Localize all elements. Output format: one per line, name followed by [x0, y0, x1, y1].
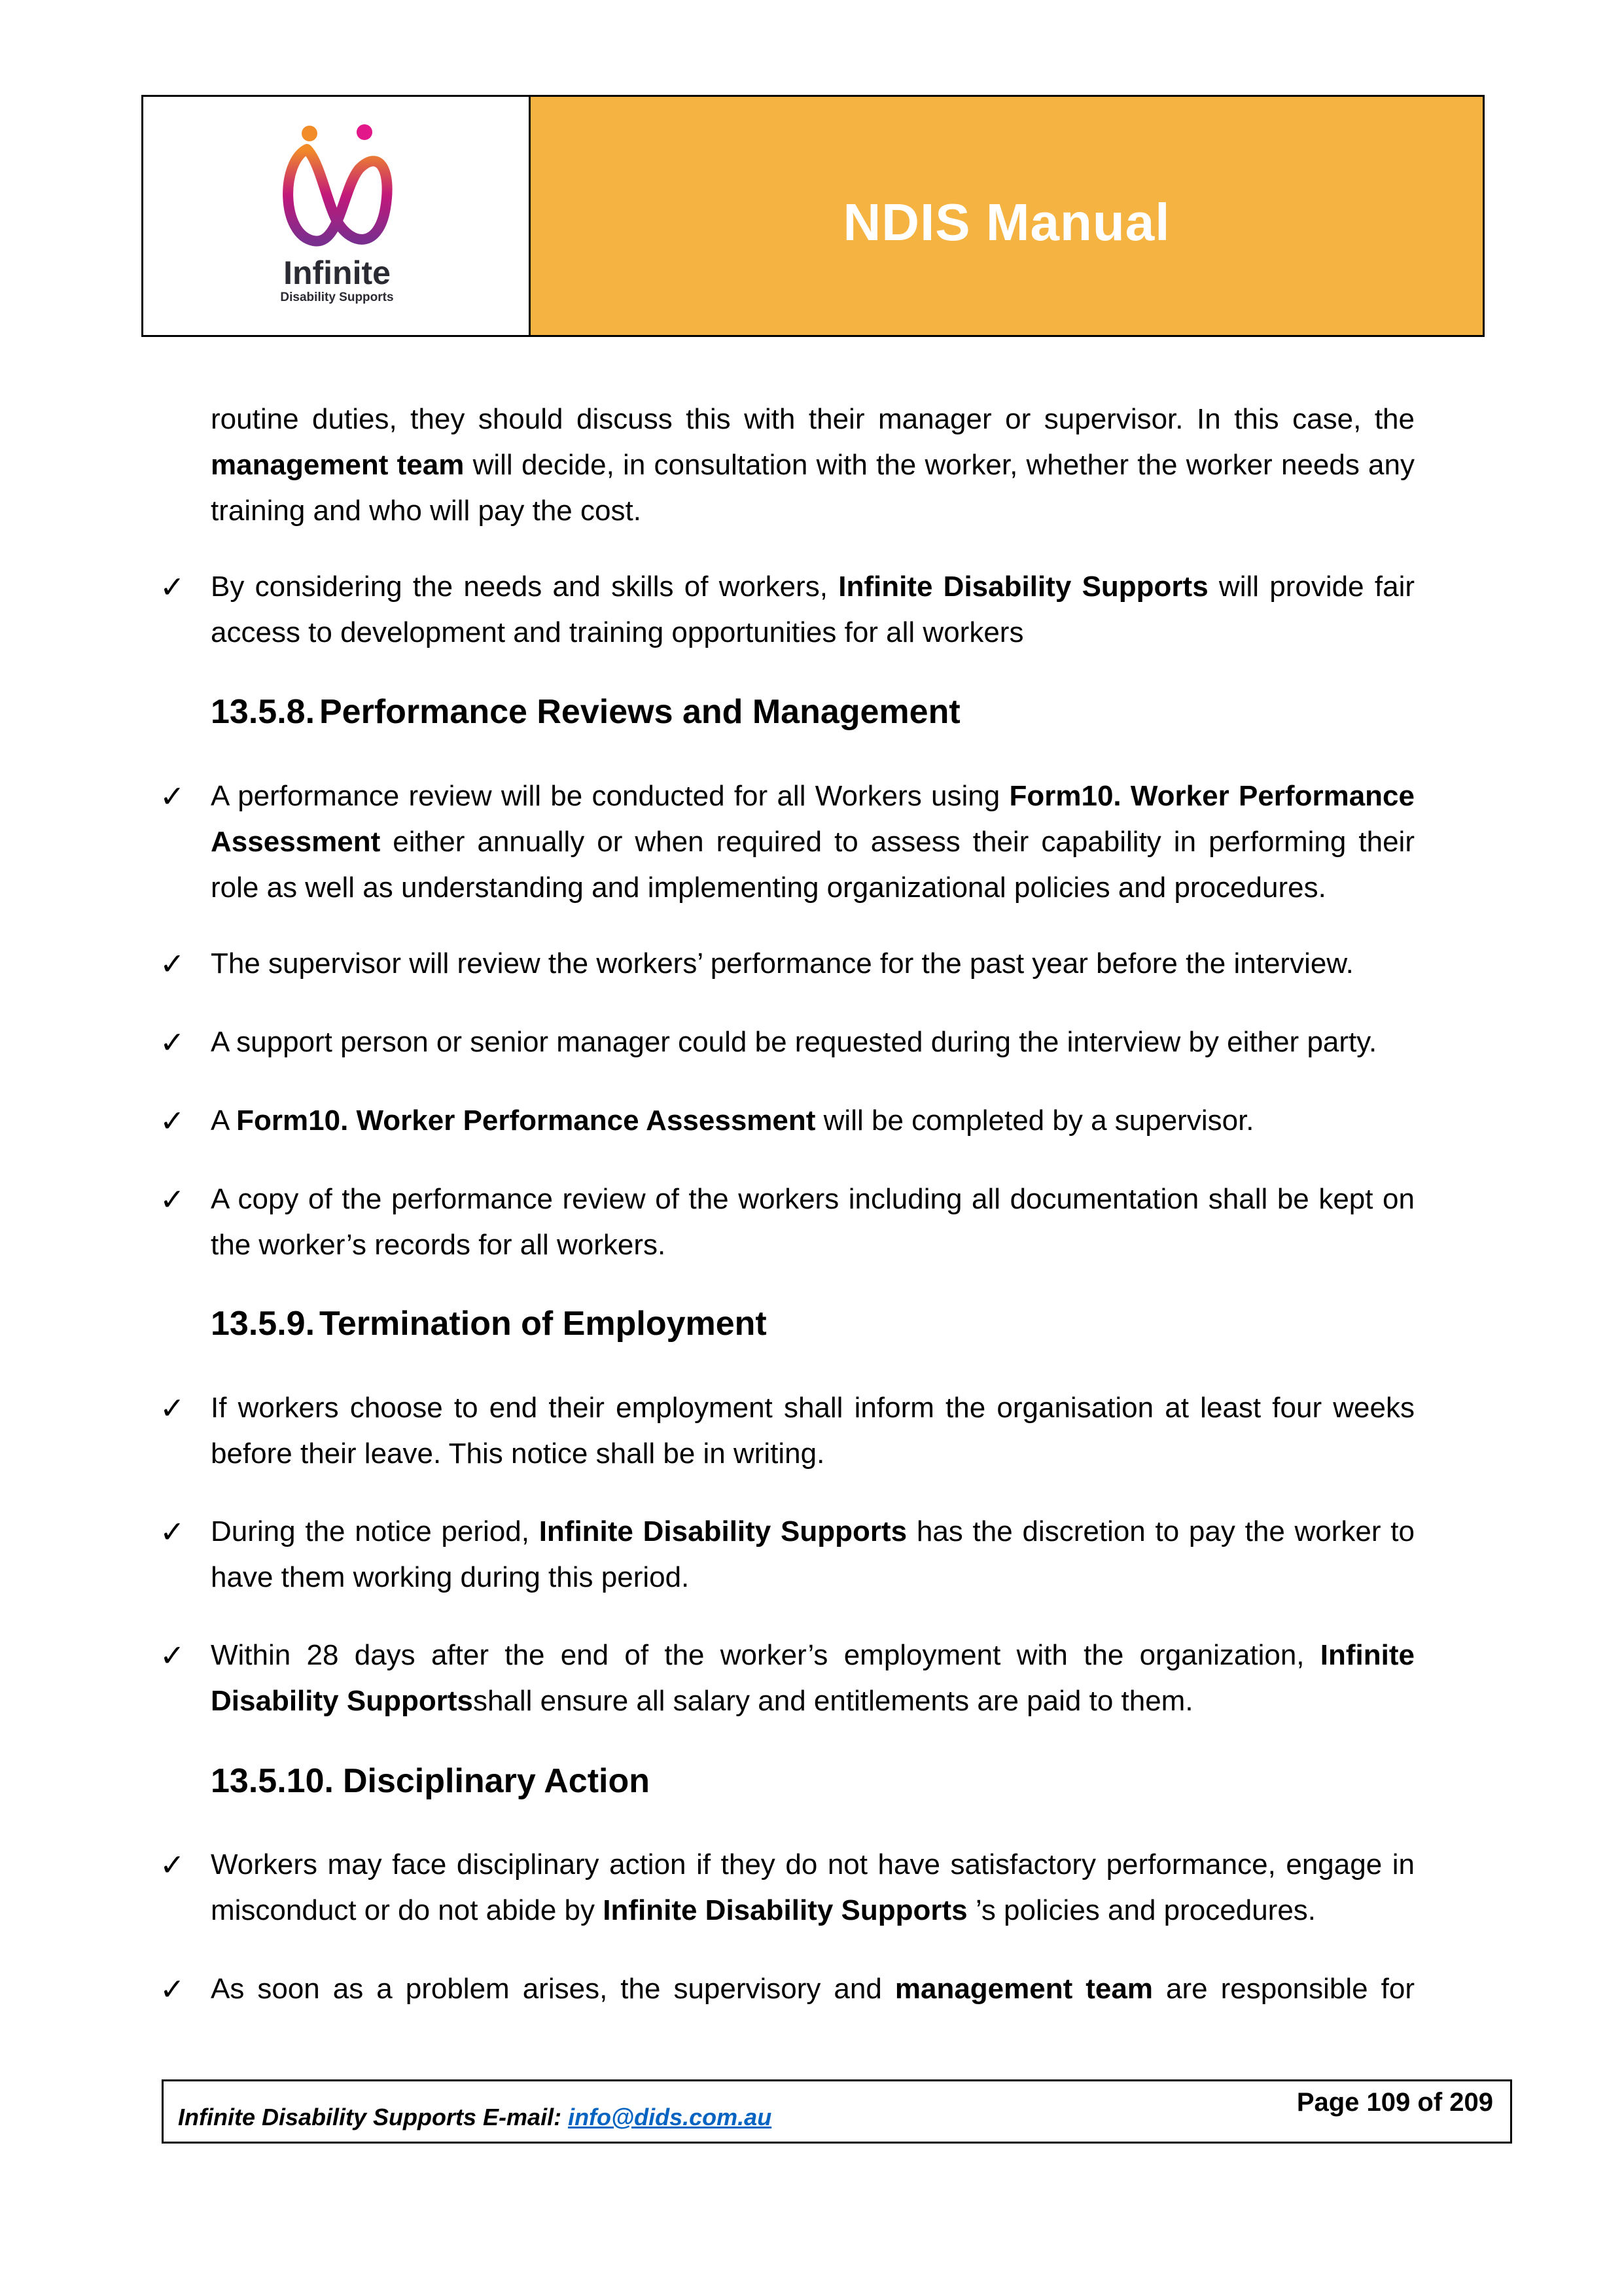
logo-cell [143, 97, 531, 335]
checkmark-icon: ✓ [160, 1848, 185, 1882]
list-item: By considering the needs and skills of workers, Infinite Disability Supports will provide fair access to development and training opportunities for all workers [211, 571, 1415, 648]
checkmark-icon: ✓ [160, 1104, 185, 1138]
list-item: A performance review will be conducted for all Workers using Form10. Worker Performance Assessment either annually or when required to assess their capability in performing their role as well as understanding and implementing organizational policies and procedures. [211, 780, 1415, 904]
list-item: Workers may face disciplinary action if they do not have satisfactory performance, engage in misconduct or do not abide by Infinite Disability Supports ’s policies and procedures. [211, 1848, 1415, 1926]
section-heading-13-5-10: 13.5.10. Disciplinary Action [211, 1762, 650, 1800]
title-cell [531, 97, 1483, 335]
checkmark-icon: ✓ [160, 947, 185, 981]
checkmark-icon: ✓ [160, 1182, 185, 1216]
page-footer [162, 2079, 1512, 2144]
logo-name: Infinite [283, 255, 391, 291]
list-item: If workers choose to end their employment shall inform the organisation at least four weeks before their leave. This notice shall be in writing. [211, 1392, 1415, 1470]
page-number: Page 109 of 209 [1296, 2088, 1493, 2117]
checkmark-icon: ✓ [160, 570, 185, 604]
page-header [141, 95, 1485, 337]
checkmark-icon: ✓ [160, 1025, 185, 1059]
list-item: As soon as a problem arises, the supervisory and management team are responsible for [211, 1973, 1415, 2005]
footer-contact: Infinite Disability Supports E-mail: info@dids.com.au [178, 2104, 772, 2130]
list-item: Within 28 days after the end of the worker’s employment with the organization, Infinite Disability Supportsshall ensure all salary and entitlements are paid to them. [211, 1639, 1415, 1717]
list-item: During the notice period, Infinite Disability Supports has the discretion to pay the worker to have them working during this period. [211, 1515, 1415, 1593]
list-item: A Form10. Worker Performance Assessment will be completed by a supervisor. [211, 1104, 1254, 1137]
checkmark-icon: ✓ [160, 1638, 185, 1672]
list-item: The supervisor will review the workers’ performance for the past year before the interview. [211, 947, 1354, 980]
list-item: A support person or senior manager could be requested during the interview by either party. [211, 1026, 1377, 1058]
checkmark-icon: ✓ [160, 1972, 185, 2006]
section-heading-13-5-8: 13.5.8. Performance Reviews and Management [211, 693, 961, 731]
paragraph-intro-continued: routine duties, they should discuss this with their manager or supervisor. In this case, the management team will decide, in consultation with the worker, whether the worker needs any training and who will pay the cost. [211, 403, 1415, 527]
logo-subtitle: Disability Supports [280, 291, 394, 304]
page-title: NDIS Manual [843, 193, 1171, 251]
infinite-logo-icon [281, 123, 393, 254]
checkmark-icon: ✓ [160, 779, 185, 813]
section-heading-13-5-9: 13.5.9. Termination of Employment [211, 1305, 767, 1343]
checkmark-icon: ✓ [160, 1515, 185, 1549]
checkmark-icon: ✓ [160, 1391, 185, 1425]
email-link[interactable]: info@dids.com.au [568, 2104, 772, 2130]
list-item: A copy of the performance review of the workers including all documentation shall be kept on the worker’s records for all workers. [211, 1183, 1415, 1261]
